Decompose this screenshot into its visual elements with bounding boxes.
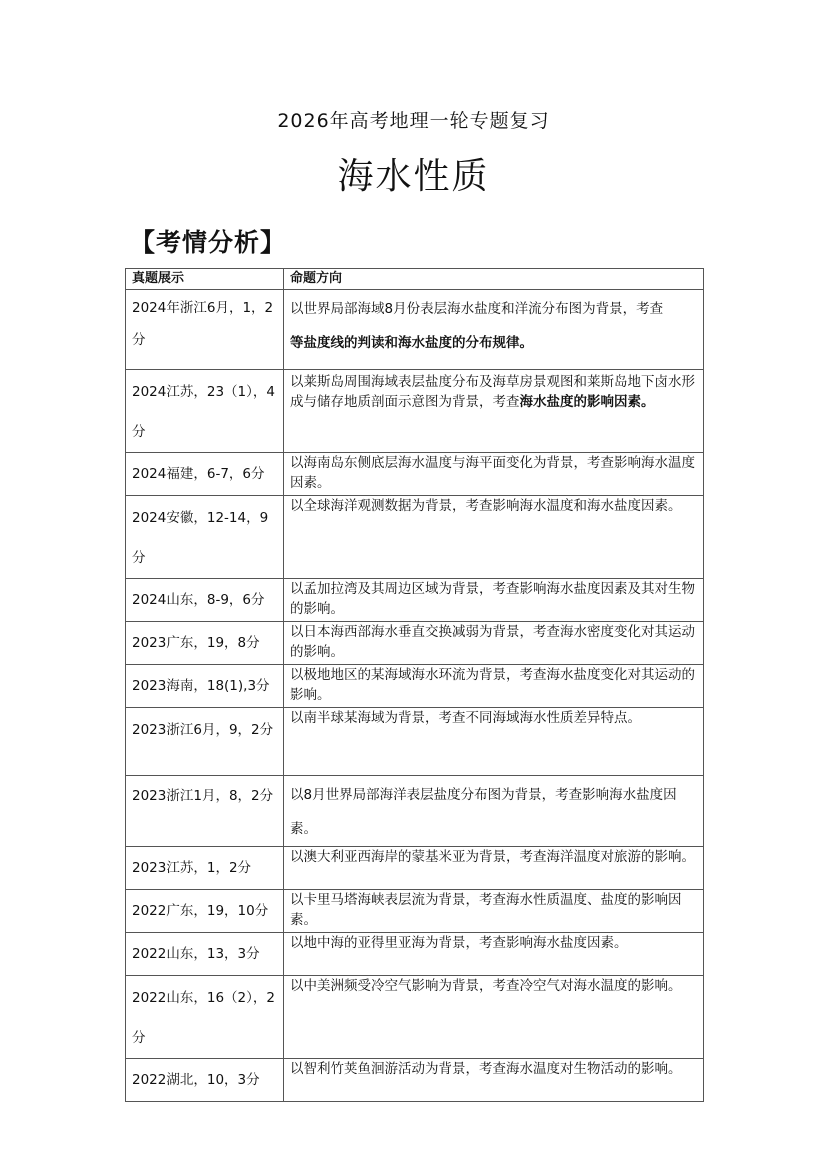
column-header-direction: 命题方向 [284,269,704,290]
direction-cell: 以海南岛东侧底层海水温度与海平面变化为背景，考查影响海水温度因素。 [284,453,704,496]
table-row [126,976,704,1059]
direction-cell: 以8月世界局部海洋表层盐度分布图为背景，考查影响海水盐度因素。 [284,776,704,847]
table-row [126,708,704,776]
source-cell: 2022湖北，10，3分 [126,1059,284,1102]
source-cell: 2022山东，13，3分 [126,933,284,976]
direction-cell: 以卡里马塔海峡表层流为背景，考查海水性质温度、盐度的影响因素。 [284,890,704,933]
source-cell: 2023浙江6月，9，2分 [126,708,284,776]
source-cell: 2024山东，8-9，6分 [126,579,284,622]
source-cell: 2023浙江1月，8，2分 [126,776,284,847]
direction-cell: 以中美洲频受冷空气影响为背景，考查冷空气对海水温度的影响。 [284,976,704,1059]
table-row [126,1059,704,1102]
table-row [126,579,704,622]
direction-cell: 以莱斯岛周围海域表层盐度分布及海草房景观图和莱斯岛地下卤水形成与储存地质剖面示意图为背景，考查海水盐度的影响因素。 [284,370,704,453]
direction-cell: 以地中海的亚得里亚海为背景，考查影响海水盐度因素。 [284,933,704,976]
table-header-row [126,269,704,290]
table-row [126,496,704,579]
table-row [126,665,704,708]
direction-cell: 以澳大利亚西海岸的蒙基米亚为背景，考查海洋温度对旅游的影响。 [284,847,704,890]
direction-cell: 以智利竹荚鱼洄游活动为背景，考查海水温度对生物活动的影响。 [284,1059,704,1102]
source-cell: 2024安徽，12-14，9分 [126,496,284,579]
table-row [126,890,704,933]
table-row [126,933,704,976]
table-row [126,290,704,370]
source-cell: 2023江苏，1，2分 [126,847,284,890]
direction-cell: 以孟加拉湾及其周边区域为背景，考查影响海水盐度因素及其对生物的影响。 [284,579,704,622]
exam-analysis-table [125,268,704,1102]
direction-emphasis: 海水盐度的影响因素。 [519,394,655,410]
source-cell: 2023广东，19，8分 [126,622,284,665]
table-row [126,622,704,665]
source-cell: 2024福建，6-7，6分 [126,453,284,496]
table-row [126,847,704,890]
section-heading: 【考情分析】 [130,228,287,257]
document-subtitle: 2026年高考地理一轮专题复习 [277,110,550,132]
source-cell: 2024江苏，23（1），4分 [126,370,284,453]
source-cell: 2022广东，19，10分 [126,890,284,933]
direction-cell: 以世界局部海域8月份表层海水盐度和洋流分布图为背景，考查 等盐度线的判读和海水盐度的分布规律。 [284,290,704,370]
source-cell: 2023海南，18(1),3分 [126,665,284,708]
direction-cell: 以全球海洋观测数据为背景，考查影响海水温度和海水盐度因素。 [284,496,704,579]
direction-emphasis: 等盐度线的判读和海水盐度的分布规律。 [290,335,533,351]
table-row [126,370,704,453]
table-row [126,776,704,847]
direction-cell: 以南半球某海域为背景，考查不同海域海水性质差异特点。 [284,708,704,776]
table-row [126,453,704,496]
column-header-source: 真题展示 [126,269,284,290]
document-title: 海水性质 [337,156,490,197]
source-cell: 2024年浙江6月，1，2分 [126,290,284,370]
direction-cell: 以极地地区的某海域海水环流为背景，考查海水盐度变化对其运动的影响。 [284,665,704,708]
direction-cell: 以日本海西部海水垂直交换减弱为背景，考查海水密度变化对其运动的影响。 [284,622,704,665]
source-cell: 2022山东，16（2），2分 [126,976,284,1059]
